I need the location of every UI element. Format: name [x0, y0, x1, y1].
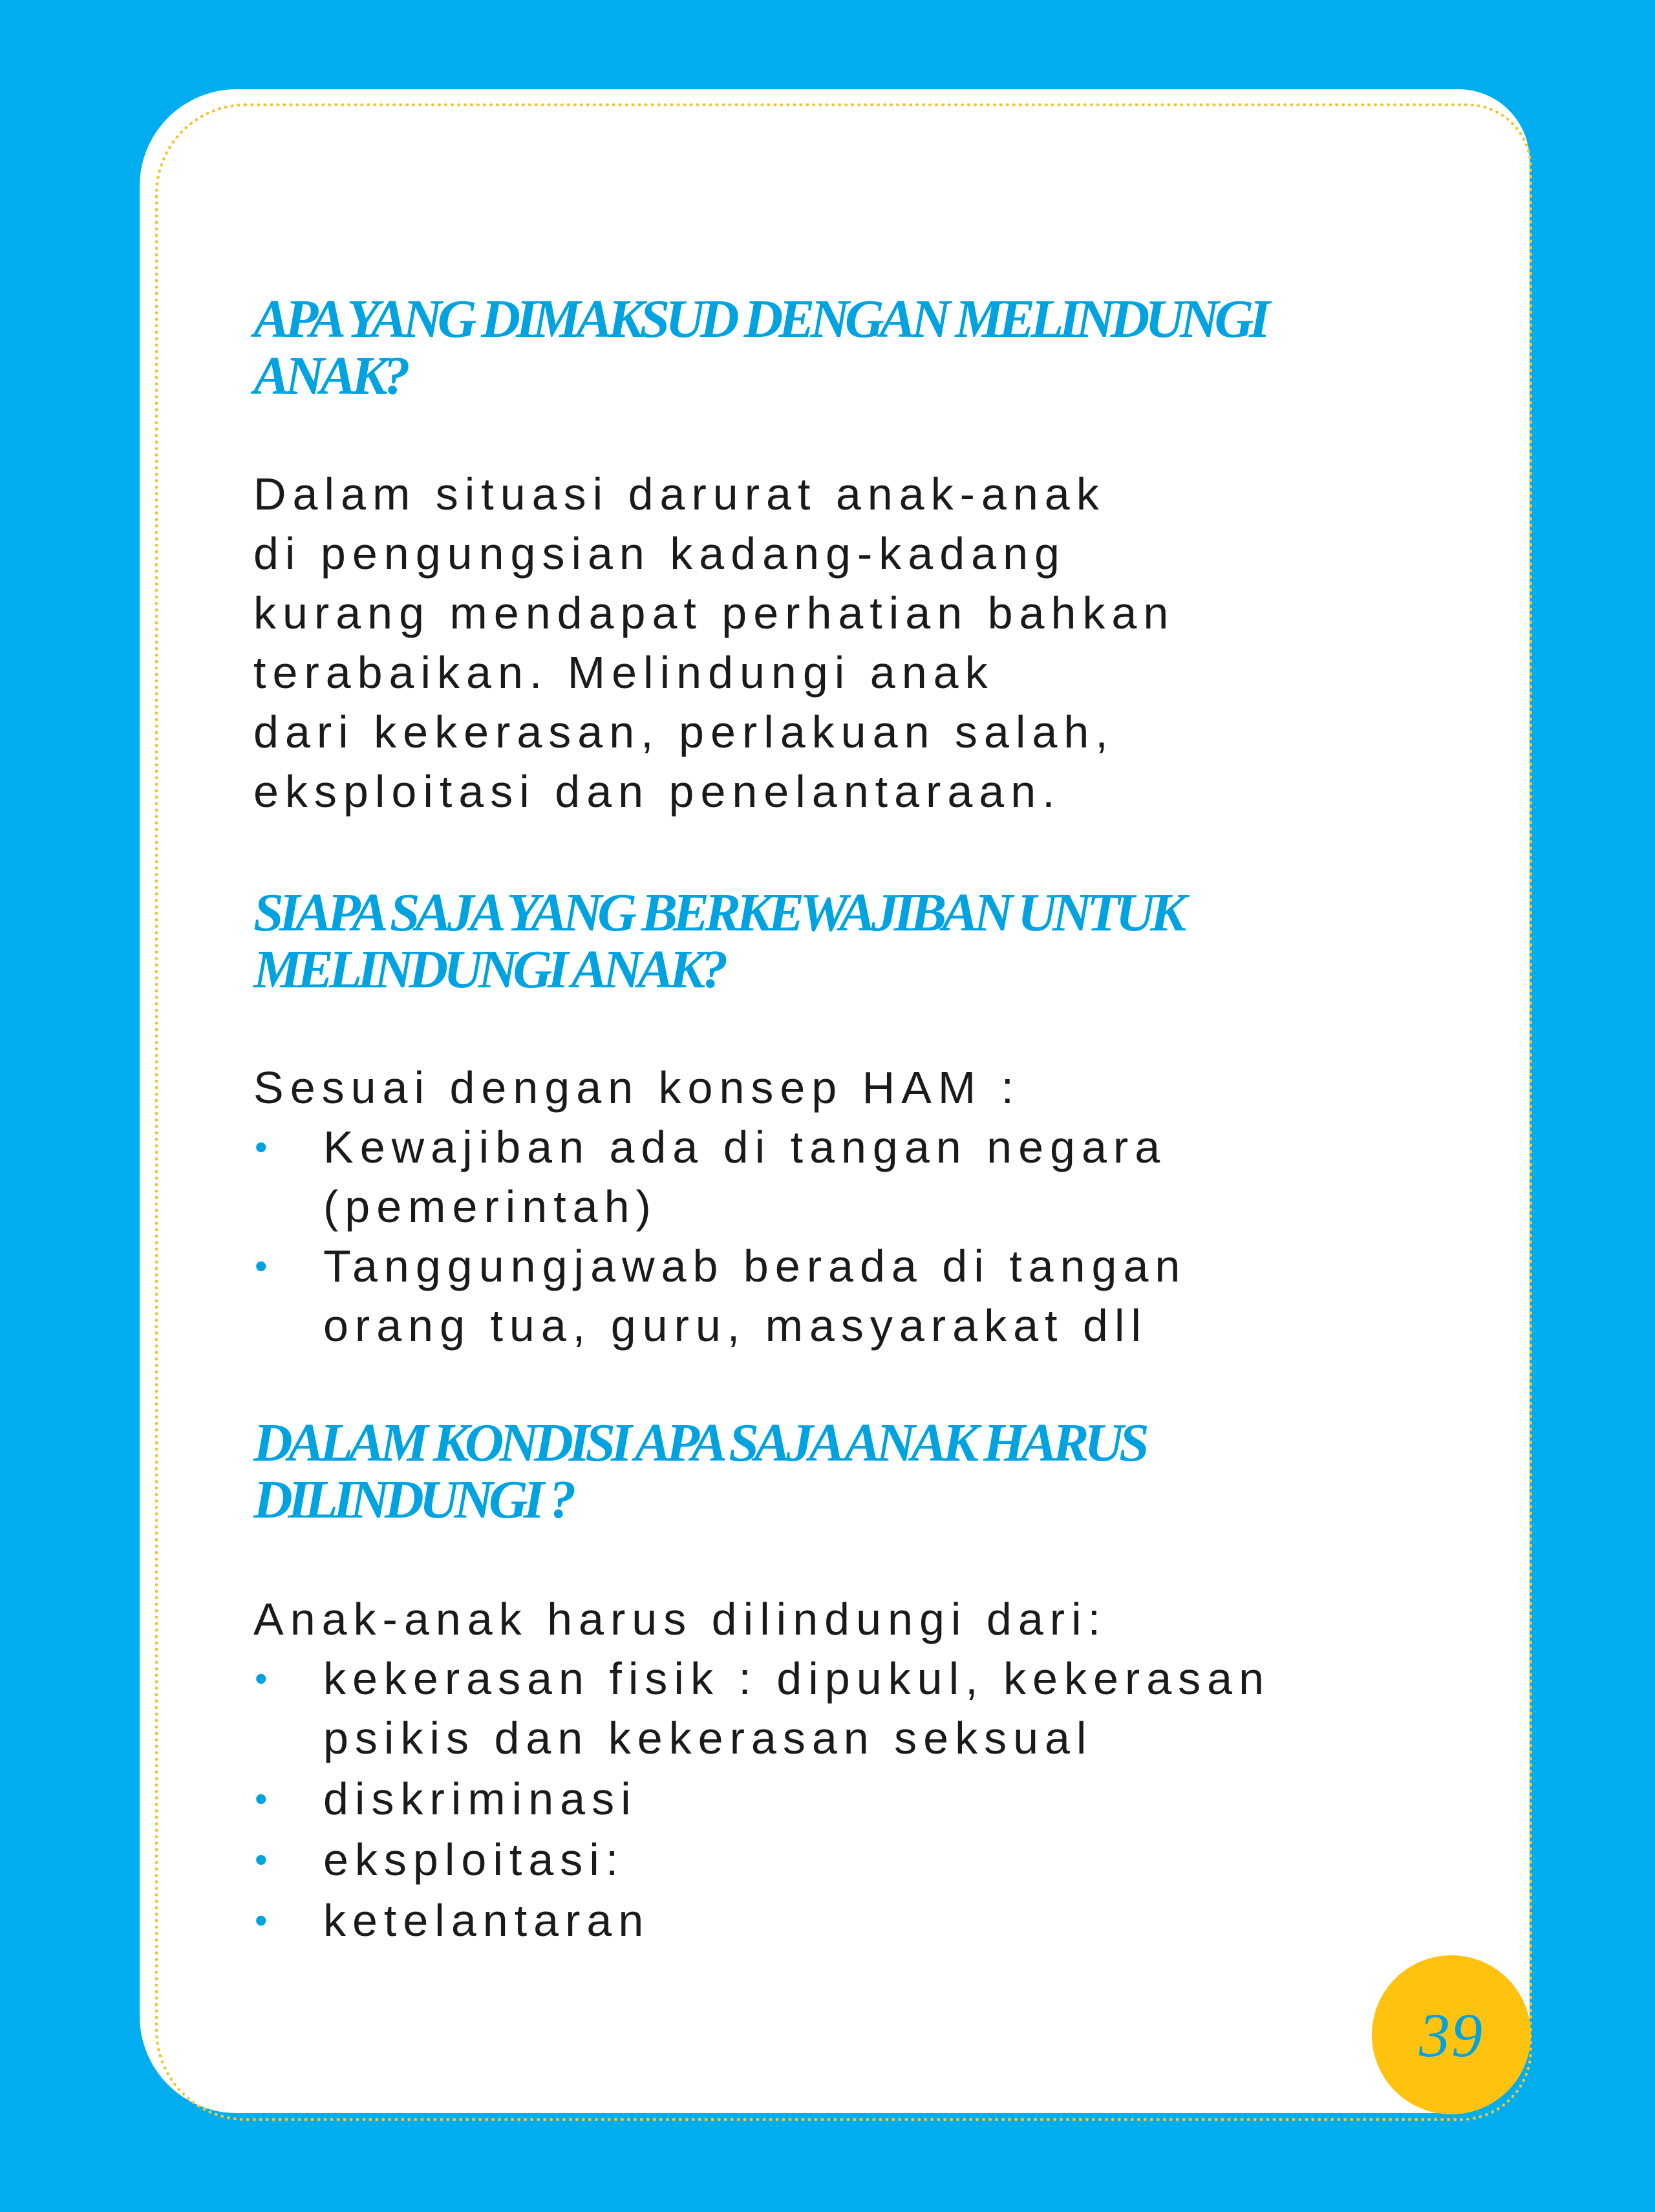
section-3-heading: DALAM KONDISI APA SAJA ANAK HARUS DILINDUNGI ?	[253, 1413, 1145, 1530]
bullet-icon: •	[255, 1658, 268, 1699]
page-content	[253, 291, 1482, 1951]
list-item	[253, 1830, 1482, 1889]
list-item	[253, 1117, 1482, 1236]
page-number-badge	[1372, 1955, 1531, 2114]
list-item-text: Tanggungjawab berada di tangan orang tua, guru, masyarakat dll	[323, 1241, 1187, 1351]
list-item	[253, 1891, 1482, 1950]
section-2-heading: SIAPA SAJA YANG BERKEWAJIBAN UNTUK MELINDUNGI ANAK?	[253, 883, 1182, 1000]
list-item-text: eksploitasi:	[323, 1834, 625, 1885]
page-number: 39	[1419, 2000, 1484, 2070]
section-1-heading: APA YANG DIMAKSUD DENGAN MELINDUNGI ANAK?	[253, 289, 1266, 406]
section-3-list	[253, 1649, 1482, 1950]
section-protect-children-definition	[253, 291, 1482, 821]
list-item-text: kekerasan fisik : dipukul, kekerasan psikis dan kekerasan seksual	[323, 1653, 1270, 1763]
bullet-icon: •	[255, 1778, 268, 1819]
section-3-intro: Anak-anak harus dilindungi dari:	[253, 1594, 1107, 1644]
bullet-icon: •	[255, 1839, 268, 1880]
section-conditions	[253, 1415, 1482, 1950]
bullet-icon: •	[255, 1245, 268, 1286]
list-item	[253, 1236, 1482, 1355]
list-item-text: diskriminasi	[323, 1774, 637, 1824]
list-item	[253, 1769, 1482, 1829]
bullet-icon: •	[255, 1900, 268, 1940]
bullet-icon: •	[255, 1126, 268, 1167]
list-item	[253, 1649, 1482, 1768]
list-item-text: ketelantaran	[323, 1895, 650, 1946]
section-2-list	[253, 1117, 1482, 1355]
section-2-intro: Sesuai dengan konsep HAM :	[253, 1062, 1021, 1113]
list-item-text: Kewajiban ada di tangan negara (pemerintah)	[323, 1122, 1167, 1232]
section-1-body: Dalam situasi darurat anak-anak di pengungsian kadang-kadang kurang mendapat perhatian bahkan terabaikan. Melindungi anak dari kekerasan, perlakuan salah, eksploitasi dan penelantaraan.	[253, 469, 1175, 817]
section-who-is-responsible	[253, 885, 1482, 1355]
